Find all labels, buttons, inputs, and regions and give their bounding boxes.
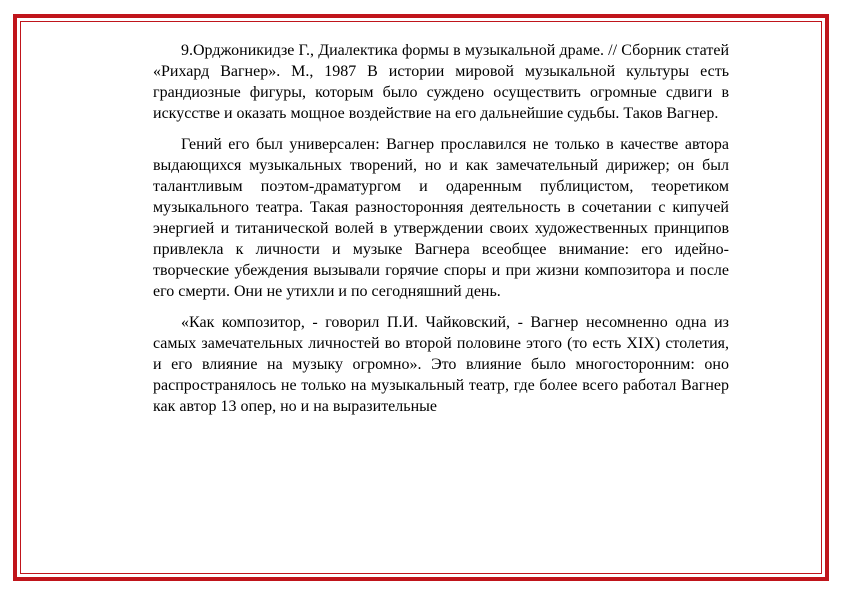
paragraph-3: «Как композитор, - говорил П.И. Чайковский, - Вагнер несомненно одна из самых замечательных личностей во второй половине этого (то есть XIX) столетия, и его влияние на музыку огромно». Это влияние было многосторонним: оно распространялось не только на музыкальный театр, где более всего работал Вагнер как автор 13 опер, но и на выразительные <box>153 314 729 415</box>
paragraph-2: Гений его был универсален: Вагнер прославился не только в качестве автора выдающихся музыкальных творений, но и как замечательный дирижер; он был талантливым поэтом-драматургом и одаренным публицистом, теоретиком музыкального театра. Такая разносторонняя деятельность в сочетании с кипучей энергией и титанической волей в утверждении своих художественных принципов привлекла к личности и музыке Вагнера всеобщее внимание: его идейно-творческие убеждения вызывали горячие споры и при жизни композитора и после его смерти. Они не утихли и по сегодняшний день. <box>153 136 729 300</box>
paragraph-1: 9.Орджоникидзе Г., Диалектика формы в музыкальной драме. // Сборник статей «Рихард Вагнер». М., 1987 В истории мировой музыкальной культуры есть грандиозные фигуры, которым было суждено осуществить огромные сдвиги в искусстве и оказать мощное воздействие на его дальнейшие судьбы. Таков Вагнер. <box>153 42 729 122</box>
document-body <box>153 40 729 427</box>
